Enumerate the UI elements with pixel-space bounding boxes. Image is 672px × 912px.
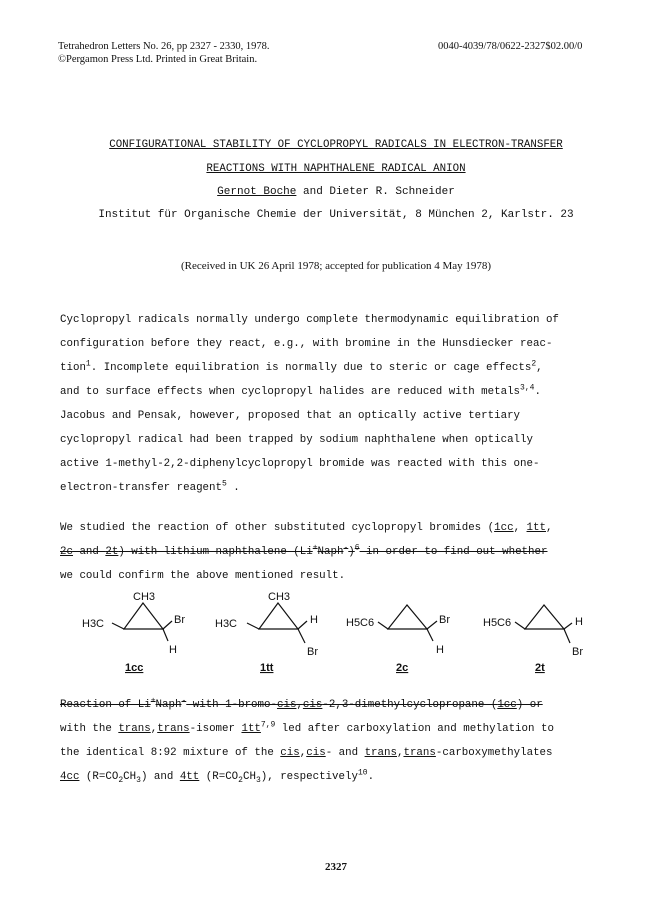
s3-label: 2c xyxy=(396,662,409,674)
s1-bottom: H xyxy=(169,644,177,656)
institution: Institut für Organische Chemie der Universität, 8 München 2, Karlstr. 23 xyxy=(98,209,574,221)
s4-bottom: Br xyxy=(572,646,583,658)
title-line-1: CONFIGURATIONAL STABILITY OF CYCLOPROPYL RADICALS IN ELECTRON-TRANSFER xyxy=(109,139,563,151)
para3-line-3: the identical 8:92 mixture of the cis,cis- and trans,trans-carboxymethylates xyxy=(60,747,553,759)
para1-line-8: electron-transfer reagent$^5$ . xyxy=(60,479,240,494)
authors xyxy=(0,186,672,198)
journal-line: Tetrahedron Letters No. 26, pp 2327 - 2330, 1978. xyxy=(58,41,270,52)
received-line: (Received in UK 26 April 1978; accepted for publication 4 May 1978) xyxy=(180,260,492,272)
s2-top: CH3 xyxy=(268,591,291,603)
para1-line-2: configuration before they react, e.g., with bromine in the Hunsdiecker reac- xyxy=(60,338,553,350)
authors-and: and xyxy=(296,186,330,198)
para1-line-3: tion$^1$. Incomplete equilibration is normally due to steric or cage effects$^2$, xyxy=(60,359,543,374)
para1-line-1: Cyclopropyl radicals normally undergo complete thermodynamic equilibration of xyxy=(60,314,559,326)
s3-bottom: H xyxy=(436,644,444,656)
s1-left: H3C xyxy=(82,618,105,630)
para1-line-5: Jacobus and Pensak, however, proposed that an optically active tertiary xyxy=(60,410,521,422)
s4-right: H xyxy=(575,616,583,628)
s2-bottom: Br xyxy=(307,646,318,658)
para2-line-1: We studied the reaction of other substituted cyclopropyl bromides (1cc, 1tt, xyxy=(60,522,553,534)
s2-label: 1tt xyxy=(260,662,274,674)
s1-label: 1cc xyxy=(125,662,144,674)
s2-left: H3C xyxy=(215,618,238,630)
title-line-2: REACTIONS WITH NAPHTHALENE RADICAL ANION xyxy=(206,163,466,175)
s3-right: Br xyxy=(439,614,450,626)
article-code: 0040-4039/78/0622-2327$02.00/0 xyxy=(438,41,583,52)
para2-line-2: 2c and 2t) with lithium naphthalene (Li+Naph-)$^6$ in order to find out whether xyxy=(60,543,548,558)
s3-left: H5C6 xyxy=(346,617,375,629)
para3-line-4: 4cc $(R=CO_2CH_3)$ and 4tt $(R=CO_2CH_3)$, respectively$^{10}$. xyxy=(60,768,375,786)
para1-line-7: active 1-methyl-2,2-diphenylcyclopropyl bromide was reacted with this one- xyxy=(60,458,540,470)
s2-right: H xyxy=(310,614,318,626)
para2-line-3: we could confirm the above mentioned result. xyxy=(60,570,346,582)
s4-label: 2t xyxy=(535,662,545,674)
publisher-line: ©Pergamon Press Ltd. Printed in Great Britain. xyxy=(58,54,258,65)
para1-line-6: cyclopropyl radical had been trapped by sodium naphthalene when optically xyxy=(60,434,533,446)
page-number: 2327 xyxy=(325,861,347,873)
para3-line-1: Reaction of Li+Naph- with 1-bromo-cis,cis-2,3-dimethylcyclopropane (1cc) or xyxy=(60,696,543,711)
author-2: Dieter R. Schneider xyxy=(329,186,455,198)
para3-line-2: with the trans,trans-isomer 1tt$^{7,9}$ led after carboxylation and methylation to xyxy=(60,720,554,735)
s4-left: H5C6 xyxy=(483,617,512,629)
s1-top: CH3 xyxy=(133,591,156,603)
s1-right: Br xyxy=(174,614,185,626)
para1-line-4: and to surface effects when cyclopropyl halides are reduced with metals$^{3,4}$. xyxy=(60,383,541,398)
author-1: Gernot Boche xyxy=(217,186,297,198)
cyclopropyl-structures xyxy=(0,585,672,680)
